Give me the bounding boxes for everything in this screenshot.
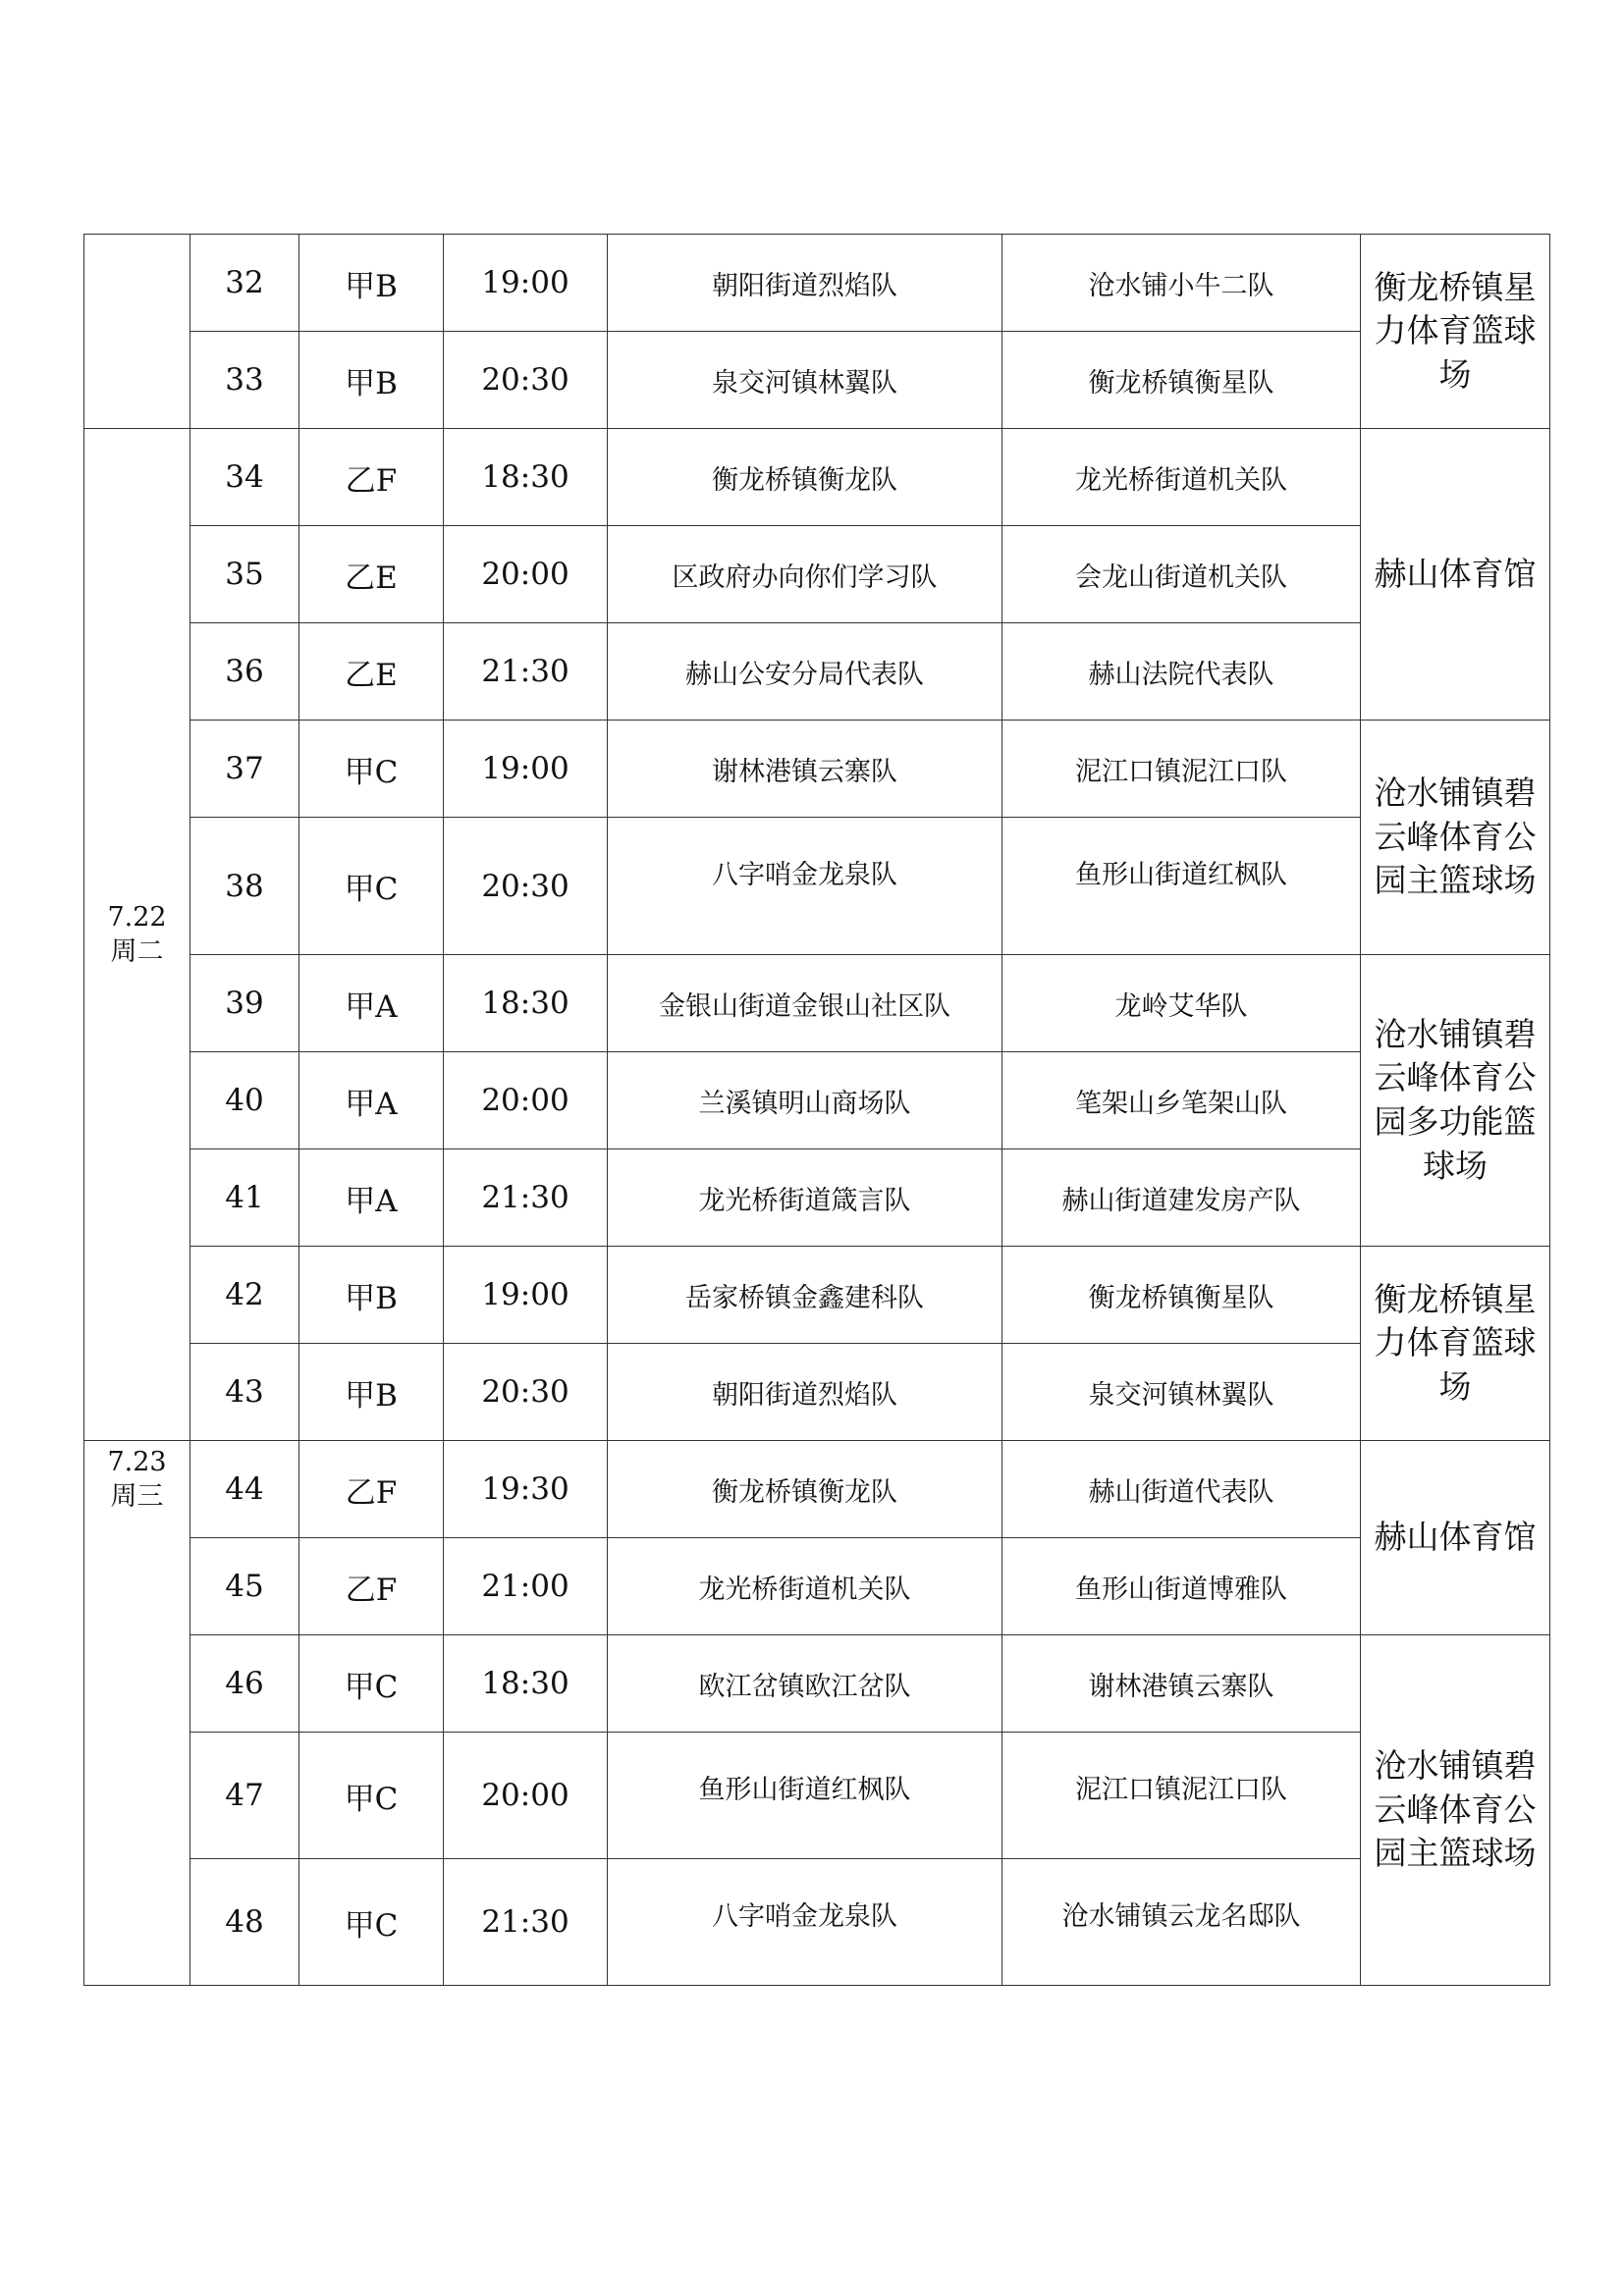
away-team: 会龙山街道机关队 xyxy=(1002,526,1361,623)
away-team: 泥江口镇泥江口队 xyxy=(1002,721,1361,818)
home-team: 龙光桥街道箴言队 xyxy=(608,1149,1002,1247)
time-cell: 21:30 xyxy=(444,1149,608,1247)
table-row xyxy=(84,429,1550,526)
time-cell: 20:30 xyxy=(444,1344,608,1441)
table-row xyxy=(84,1149,1550,1247)
away-team: 衡龙桥镇衡星队 xyxy=(1002,332,1361,429)
date-cell xyxy=(84,235,190,429)
home-team: 欧江岔镇欧江岔队 xyxy=(608,1635,1002,1733)
home-team: 岳家桥镇金鑫建科队 xyxy=(608,1247,1002,1344)
group-cell: 甲B xyxy=(299,332,444,429)
time-cell: 19:00 xyxy=(444,721,608,818)
match-number: 42 xyxy=(190,1247,299,1344)
home-team: 鱼形山街道红枫队 xyxy=(608,1733,1002,1859)
home-team: 龙光桥街道机关队 xyxy=(608,1538,1002,1635)
match-number: 38 xyxy=(190,818,299,955)
group-cell: 甲C xyxy=(299,1859,444,1986)
venue-cell: 沧水铺镇碧 云峰体育公 园主篮球场 xyxy=(1361,1635,1550,1986)
home-team: 赫山公安分局代表队 xyxy=(608,623,1002,721)
venue-cell: 沧水铺镇碧 云峰体育公 园多功能篮 球场 xyxy=(1361,955,1550,1247)
time-cell: 18:30 xyxy=(444,955,608,1052)
away-team: 龙光桥街道机关队 xyxy=(1002,429,1361,526)
match-number: 45 xyxy=(190,1538,299,1635)
table-row xyxy=(84,721,1550,818)
group-cell: 甲B xyxy=(299,1247,444,1344)
table-row xyxy=(84,1052,1550,1149)
time-cell: 18:30 xyxy=(444,1635,608,1733)
table-row xyxy=(84,955,1550,1052)
group-cell: 甲A xyxy=(299,1149,444,1247)
group-cell: 甲A xyxy=(299,955,444,1052)
group-cell: 乙F xyxy=(299,429,444,526)
match-number: 36 xyxy=(190,623,299,721)
time-cell: 21:30 xyxy=(444,1859,608,1986)
group-cell: 乙E xyxy=(299,623,444,721)
match-number: 32 xyxy=(190,235,299,332)
home-team: 衡龙桥镇衡龙队 xyxy=(608,1441,1002,1538)
home-team: 区政府办向你们学习队 xyxy=(608,526,1002,623)
time-cell: 20:30 xyxy=(444,332,608,429)
time-cell: 20:30 xyxy=(444,818,608,955)
schedule-table xyxy=(83,234,1550,1986)
group-cell: 甲B xyxy=(299,235,444,332)
away-team: 赫山街道建发房产队 xyxy=(1002,1149,1361,1247)
match-number: 48 xyxy=(190,1859,299,1986)
match-number: 37 xyxy=(190,721,299,818)
away-team: 鱼形山街道博雅队 xyxy=(1002,1538,1361,1635)
home-team: 朝阳街道烈焰队 xyxy=(608,235,1002,332)
table-row xyxy=(84,1859,1550,1986)
match-number: 41 xyxy=(190,1149,299,1247)
time-cell: 19:00 xyxy=(444,235,608,332)
venue-cell: 赫山体育馆 xyxy=(1361,1441,1550,1635)
time-cell: 20:00 xyxy=(444,1052,608,1149)
table-row xyxy=(84,1538,1550,1635)
home-team: 谢林港镇云寨队 xyxy=(608,721,1002,818)
match-number: 39 xyxy=(190,955,299,1052)
away-team: 沧水铺小牛二队 xyxy=(1002,235,1361,332)
away-team: 沧水铺镇云龙名邸队 xyxy=(1002,1859,1361,1986)
group-cell: 甲C xyxy=(299,1635,444,1733)
away-team: 龙岭艾华队 xyxy=(1002,955,1361,1052)
away-team: 赫山法院代表队 xyxy=(1002,623,1361,721)
time-cell: 21:30 xyxy=(444,623,608,721)
match-number: 43 xyxy=(190,1344,299,1441)
match-number: 33 xyxy=(190,332,299,429)
time-cell: 19:00 xyxy=(444,1247,608,1344)
venue-cell: 衡龙桥镇星 力体育篮球 场 xyxy=(1361,1247,1550,1441)
home-team: 八字哨金龙泉队 xyxy=(608,1859,1002,1986)
group-cell: 乙E xyxy=(299,526,444,623)
time-cell: 20:00 xyxy=(444,526,608,623)
match-number: 46 xyxy=(190,1635,299,1733)
home-team: 金银山街道金银山社区队 xyxy=(608,955,1002,1052)
match-number: 47 xyxy=(190,1733,299,1859)
match-number: 44 xyxy=(190,1441,299,1538)
table-row xyxy=(84,818,1550,955)
table-row xyxy=(84,332,1550,429)
group-cell: 甲C xyxy=(299,1733,444,1859)
venue-cell: 衡龙桥镇星 力体育篮球 场 xyxy=(1361,235,1550,429)
table-row xyxy=(84,1733,1550,1859)
home-team: 衡龙桥镇衡龙队 xyxy=(608,429,1002,526)
group-cell: 甲C xyxy=(299,721,444,818)
table-row xyxy=(84,1344,1550,1441)
date-cell: 7.22 周二 xyxy=(84,429,190,1441)
away-team: 赫山街道代表队 xyxy=(1002,1441,1361,1538)
table-row xyxy=(84,235,1550,332)
away-team: 鱼形山街道红枫队 xyxy=(1002,818,1361,955)
home-team: 八字哨金龙泉队 xyxy=(608,818,1002,955)
home-team: 朝阳街道烈焰队 xyxy=(608,1344,1002,1441)
group-cell: 甲B xyxy=(299,1344,444,1441)
table-row xyxy=(84,623,1550,721)
time-cell: 18:30 xyxy=(444,429,608,526)
home-team: 泉交河镇林翼队 xyxy=(608,332,1002,429)
table-row xyxy=(84,526,1550,623)
group-cell: 甲C xyxy=(299,818,444,955)
time-cell: 19:30 xyxy=(444,1441,608,1538)
away-team: 衡龙桥镇衡星队 xyxy=(1002,1247,1361,1344)
venue-cell: 赫山体育馆 xyxy=(1361,429,1550,721)
match-number: 34 xyxy=(190,429,299,526)
group-cell: 甲A xyxy=(299,1052,444,1149)
away-team: 泉交河镇林翼队 xyxy=(1002,1344,1361,1441)
venue-cell: 沧水铺镇碧 云峰体育公 园主篮球场 xyxy=(1361,721,1550,955)
table-row xyxy=(84,1441,1550,1538)
table-row xyxy=(84,1247,1550,1344)
away-team: 泥江口镇泥江口队 xyxy=(1002,1733,1361,1859)
date-cell: 7.23 周三 xyxy=(84,1441,190,1986)
group-cell: 乙F xyxy=(299,1441,444,1538)
match-number: 35 xyxy=(190,526,299,623)
group-cell: 乙F xyxy=(299,1538,444,1635)
time-cell: 21:00 xyxy=(444,1538,608,1635)
away-team: 谢林港镇云寨队 xyxy=(1002,1635,1361,1733)
match-number: 40 xyxy=(190,1052,299,1149)
home-team: 兰溪镇明山商场队 xyxy=(608,1052,1002,1149)
away-team: 笔架山乡笔架山队 xyxy=(1002,1052,1361,1149)
time-cell: 20:00 xyxy=(444,1733,608,1859)
table-row xyxy=(84,1635,1550,1733)
